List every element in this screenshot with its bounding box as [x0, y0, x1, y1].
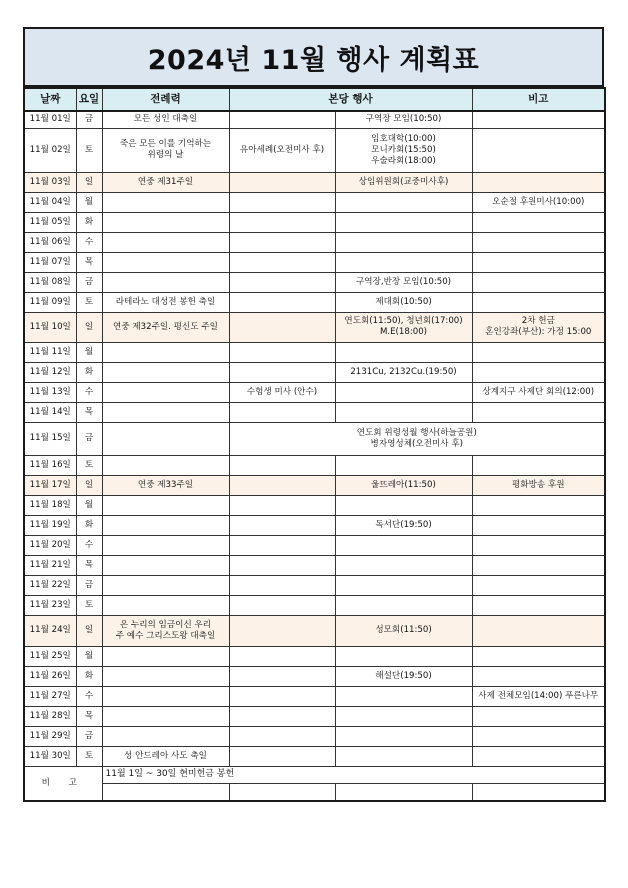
event-cell [229, 475, 335, 495]
event-cell [229, 666, 335, 686]
date-cell: 11월 19일 [24, 515, 76, 535]
table-row [24, 312, 605, 342]
liturgy-cell [102, 706, 229, 726]
date-cell: 11월 05일 [24, 212, 76, 232]
liturgy-cell [102, 646, 229, 666]
table-row [24, 746, 605, 766]
event-cell [335, 342, 472, 362]
event-cell [229, 495, 335, 515]
date-cell: 11월 18일 [24, 495, 76, 515]
event-cell [229, 232, 335, 252]
event-cell [335, 575, 472, 595]
date-cell: 11월 08일 [24, 272, 76, 292]
event-cell: 임호대학(10:00) 모니카회(15:50) 우술라회(18:00) [335, 128, 472, 172]
notes-cell [472, 515, 605, 535]
table-row [24, 272, 605, 292]
notes-cell [472, 646, 605, 666]
weekday-cell: 금 [76, 111, 102, 128]
date-cell: 11월 06일 [24, 232, 76, 252]
event-cell: 2131Cu, 2132Cu.(19:50) [335, 362, 472, 382]
notes-cell [472, 455, 605, 475]
table-row [24, 192, 605, 212]
event-cell [335, 726, 472, 746]
liturgy-cell [102, 666, 229, 686]
date-cell: 11월 11일 [24, 342, 76, 362]
schedule-sheet [23, 27, 604, 802]
event-cell [335, 555, 472, 575]
liturgy-cell: 성 안드레아 사도 축일 [102, 746, 229, 766]
weekday-cell: 월 [76, 342, 102, 362]
event-cell [229, 575, 335, 595]
liturgy-cell: 연중 제33주일 [102, 475, 229, 495]
table-row [24, 495, 605, 515]
weekday-cell: 일 [76, 615, 102, 646]
event-cell [229, 646, 335, 666]
notes-cell [472, 128, 605, 172]
liturgy-cell [102, 232, 229, 252]
notes-cell [472, 342, 605, 362]
notes-cell [472, 555, 605, 575]
event-cell: 해설단(19:50) [335, 666, 472, 686]
event-cell [229, 686, 335, 706]
date-cell: 11월 15일 [24, 422, 76, 455]
table-row [24, 595, 605, 615]
event-cell [229, 212, 335, 232]
footer-note: 11월 1일 ~ 30일 현미헌금 봉헌 [102, 766, 605, 783]
date-cell: 11월 09일 [24, 292, 76, 312]
table-row [24, 706, 605, 726]
footer-row-blank [24, 783, 605, 801]
event-cell [335, 646, 472, 666]
event-cell [335, 595, 472, 615]
weekday-cell: 수 [76, 535, 102, 555]
event-cell [229, 515, 335, 535]
weekday-cell: 금 [76, 272, 102, 292]
date-cell: 11월 10일 [24, 312, 76, 342]
liturgy-cell [102, 272, 229, 292]
date-cell: 11월 03일 [24, 172, 76, 192]
liturgy-cell [102, 535, 229, 555]
date-cell: 11월 17일 [24, 475, 76, 495]
notes-cell [472, 726, 605, 746]
event-cell [335, 192, 472, 212]
event-cell [229, 362, 335, 382]
notes-cell: 평화방송 후원 [472, 475, 605, 495]
weekday-cell: 일 [76, 475, 102, 495]
date-cell: 11월 28일 [24, 706, 76, 726]
footer-label: 비 고 [24, 766, 102, 801]
notes-cell [472, 402, 605, 422]
weekday-cell: 수 [76, 232, 102, 252]
weekday-cell: 일 [76, 312, 102, 342]
liturgy-cell: 연중 제32주일. 평신도 주일 [102, 312, 229, 342]
event-cell [335, 232, 472, 252]
event-cell [229, 706, 335, 726]
weekday-cell: 금 [76, 726, 102, 746]
date-cell: 11월 25일 [24, 646, 76, 666]
weekday-cell: 목 [76, 706, 102, 726]
notes-cell [472, 666, 605, 686]
weekday-cell: 월 [76, 192, 102, 212]
liturgy-cell [102, 555, 229, 575]
header-notes: 비고 [472, 88, 605, 111]
table-row [24, 666, 605, 686]
event-cell [229, 595, 335, 615]
table-row [24, 686, 605, 706]
event-cell: 독서단(19:50) [335, 515, 472, 535]
notes-cell [472, 292, 605, 312]
notes-cell [472, 615, 605, 646]
weekday-cell: 토 [76, 455, 102, 475]
weekday-cell: 토 [76, 128, 102, 172]
table-row [24, 362, 605, 382]
weekday-cell: 토 [76, 746, 102, 766]
table-row [24, 111, 605, 128]
date-cell: 11월 20일 [24, 535, 76, 555]
notes-cell [472, 232, 605, 252]
event-cell [229, 342, 335, 362]
weekday-cell: 화 [76, 212, 102, 232]
notes-cell [472, 272, 605, 292]
event-cell: 제대회(10:50) [335, 292, 472, 312]
notes-cell [472, 212, 605, 232]
notes-cell: 상계지구 사제단 회의(12:00) [472, 382, 605, 402]
date-cell: 11월 07일 [24, 252, 76, 272]
date-cell: 11월 29일 [24, 726, 76, 746]
date-cell: 11월 27일 [24, 686, 76, 706]
event-cell [335, 382, 472, 402]
date-cell: 11월 23일 [24, 595, 76, 615]
event-cell [335, 495, 472, 515]
liturgy-cell [102, 252, 229, 272]
liturgy-cell: 연중 제31주일 [102, 172, 229, 192]
weekday-cell: 일 [76, 172, 102, 192]
footer-row [24, 766, 605, 783]
header-liturgy: 전례력 [102, 88, 229, 111]
liturgy-cell [102, 212, 229, 232]
notes-cell [472, 362, 605, 382]
date-cell: 11월 04일 [24, 192, 76, 212]
notes-cell [472, 595, 605, 615]
date-cell: 11월 26일 [24, 666, 76, 686]
event-cell [335, 252, 472, 272]
table-row [24, 402, 605, 422]
table-row [24, 422, 605, 455]
table-row [24, 292, 605, 312]
header-row [24, 88, 605, 111]
event-cell [335, 706, 472, 726]
schedule-table [23, 87, 606, 802]
event-cell [229, 535, 335, 555]
event-cell [229, 252, 335, 272]
weekday-cell: 목 [76, 402, 102, 422]
liturgy-cell [102, 342, 229, 362]
notes-cell: 오순절 후원미사(10:00) [472, 192, 605, 212]
notes-cell: 2차 헌금 혼인강좌(부산): 가정 15:00 [472, 312, 605, 342]
event-cell: 연도회(11:50), 청년회(17:00) M.E(18:00) [335, 312, 472, 342]
event-cell: 성모회(11:50) [335, 615, 472, 646]
event-cell [229, 292, 335, 312]
table-row [24, 342, 605, 362]
liturgy-cell [102, 595, 229, 615]
event-cell [229, 402, 335, 422]
table-row [24, 172, 605, 192]
liturgy-cell [102, 515, 229, 535]
table-row [24, 475, 605, 495]
table-row [24, 535, 605, 555]
liturgy-cell: 모든 성인 대축일 [102, 111, 229, 128]
table-row [24, 515, 605, 535]
event-cell [335, 402, 472, 422]
weekday-cell: 월 [76, 646, 102, 666]
weekday-cell: 수 [76, 382, 102, 402]
event-cell [229, 615, 335, 646]
liturgy-cell [102, 402, 229, 422]
schedule-body [24, 111, 605, 766]
page-title: 2024년 11월 행사 계획표 [23, 27, 604, 87]
liturgy-cell [102, 192, 229, 212]
notes-cell [472, 575, 605, 595]
weekday-cell: 목 [76, 252, 102, 272]
event-cell: 울뜨레아(11:50) [335, 475, 472, 495]
footer-cell [472, 783, 605, 801]
event-cell [335, 746, 472, 766]
liturgy-cell [102, 382, 229, 402]
table-row [24, 726, 605, 746]
table-row [24, 615, 605, 646]
event-cell [335, 535, 472, 555]
event-cell [229, 272, 335, 292]
event-cell [229, 455, 335, 475]
table-row [24, 575, 605, 595]
event-cell [229, 172, 335, 192]
event-cell [335, 686, 472, 706]
liturgy-cell [102, 422, 229, 455]
header-weekday: 요일 [76, 88, 102, 111]
event-cell: 유아세례(오전미사 후) [229, 128, 335, 172]
date-cell: 11월 12일 [24, 362, 76, 382]
table-row [24, 382, 605, 402]
event-cell: 구역장 모임(10:50) [335, 111, 472, 128]
date-cell: 11월 14일 [24, 402, 76, 422]
weekday-cell: 수 [76, 686, 102, 706]
event-cell [229, 726, 335, 746]
table-row [24, 128, 605, 172]
footer-cell [335, 783, 472, 801]
liturgy-cell [102, 686, 229, 706]
event-cell: 구역장,반장 모임(10:50) [335, 272, 472, 292]
event-cell [229, 555, 335, 575]
event-cell [229, 192, 335, 212]
date-cell: 11월 13일 [24, 382, 76, 402]
notes-cell [472, 535, 605, 555]
notes-cell [472, 746, 605, 766]
event-cell [229, 312, 335, 342]
notes-cell [472, 111, 605, 128]
header-date: 날짜 [24, 88, 76, 111]
weekday-cell: 목 [76, 555, 102, 575]
table-row [24, 232, 605, 252]
date-cell: 11월 24일 [24, 615, 76, 646]
notes-cell [472, 172, 605, 192]
weekday-cell: 월 [76, 495, 102, 515]
date-cell: 11월 30일 [24, 746, 76, 766]
footer-cell [102, 783, 229, 801]
footer-cell [229, 783, 335, 801]
weekday-cell: 금 [76, 575, 102, 595]
date-cell: 11월 02일 [24, 128, 76, 172]
notes-cell [472, 706, 605, 726]
event-cell [335, 455, 472, 475]
date-cell: 11월 22일 [24, 575, 76, 595]
liturgy-cell: 라테라노 대성전 봉헌 축일 [102, 292, 229, 312]
header-events: 본당 행사 [229, 88, 472, 111]
event-cell [229, 746, 335, 766]
liturgy-cell [102, 575, 229, 595]
table-row [24, 252, 605, 272]
table-row [24, 212, 605, 232]
liturgy-cell [102, 455, 229, 475]
weekday-cell: 토 [76, 595, 102, 615]
weekday-cell: 화 [76, 666, 102, 686]
event-cell [229, 111, 335, 128]
date-cell: 11월 16일 [24, 455, 76, 475]
notes-cell [472, 495, 605, 515]
notes-cell: 사제 전체모임(14:00) 푸른나무 [472, 686, 605, 706]
table-row [24, 455, 605, 475]
weekday-cell: 토 [76, 292, 102, 312]
weekday-cell: 금 [76, 422, 102, 455]
liturgy-cell [102, 726, 229, 746]
notes-cell [472, 252, 605, 272]
liturgy-cell: 온 누리의 임금이신 우리 주 예수 그리스도왕 대축일 [102, 615, 229, 646]
weekday-cell: 화 [76, 362, 102, 382]
event-cell [335, 212, 472, 232]
date-cell: 11월 01일 [24, 111, 76, 128]
table-row [24, 555, 605, 575]
date-cell: 11월 21일 [24, 555, 76, 575]
event-cell: 수험생 미사 (안수) [229, 382, 335, 402]
weekday-cell: 화 [76, 515, 102, 535]
event-cell: 상임위원회(교중미사후) [335, 172, 472, 192]
event-merged-cell: 연도회 위령성월 행사(하늘공원) 병자영성체(오전미사 후) [229, 422, 605, 455]
liturgy-cell [102, 495, 229, 515]
footer-section [24, 766, 605, 801]
liturgy-cell: 죽은 모든 이를 기억하는 위령의 날 [102, 128, 229, 172]
table-row [24, 646, 605, 666]
liturgy-cell [102, 362, 229, 382]
